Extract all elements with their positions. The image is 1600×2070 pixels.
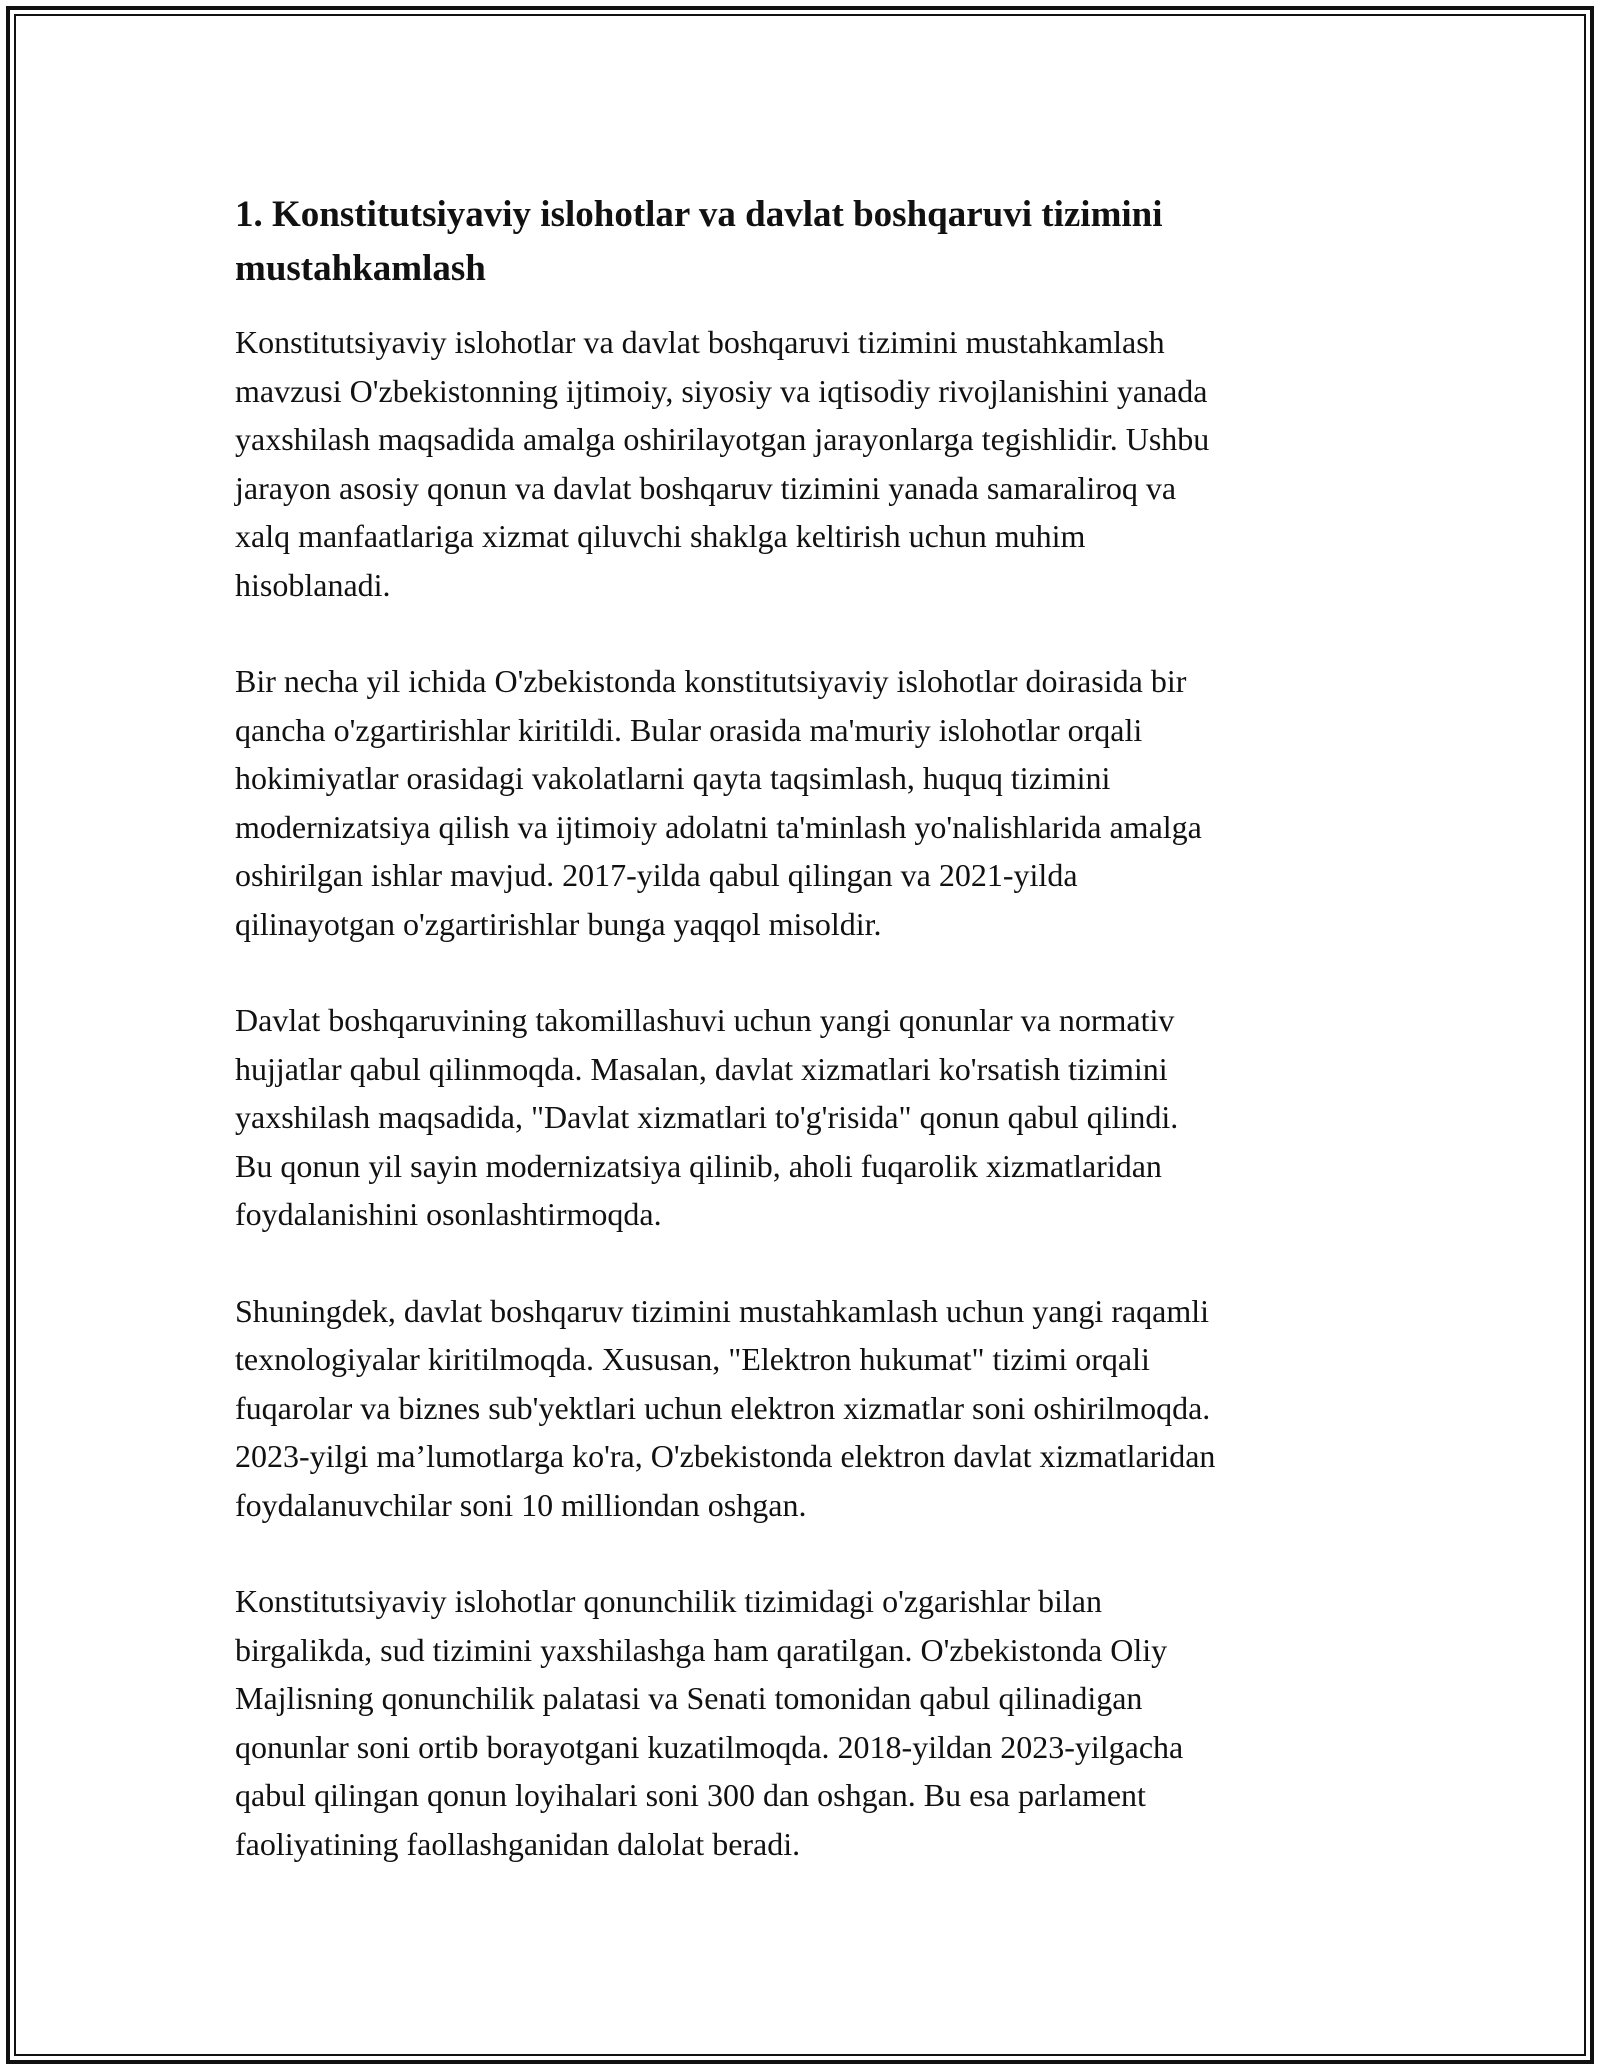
text-line: oshirilgan ishlar mavjud. 2017-yilda qabul qilingan va 2021-yilda <box>235 857 1078 893</box>
text-line: mavzusi O'zbekistonning ijtimoiy, siyosiy va iqtisodiy rivojlanishini yanada <box>235 372 1208 409</box>
section-title-line-2: mustahkamlash <box>235 248 486 289</box>
text-line: faoliyatining faollashganidan dalolat beradi. <box>235 1825 801 1862</box>
text-line: hokimiyatlar orasidagi vakolatlarni qayta taqsimlash, huquq tizimini <box>235 760 1111 796</box>
text-line: hisoblanadi. <box>235 566 391 603</box>
text-line: hujjatlar qabul qilinmoqda. Masalan, davlat xizmatlari ko'rsatish tizimini <box>235 1050 1168 1087</box>
text-line: yaxshilash maqsadida amalga oshirilayotgan jarayonlarga tegishlidir. Ushbu <box>235 421 1210 457</box>
text-line: fuqarolar va biznes sub'yektlari uchun elektron xizmatlar soni oshirilmoqda. <box>235 1389 1211 1426</box>
text-line: qabul qilingan qonun loyihalari soni 300 dan oshgan. Bu esa parlament <box>235 1777 1146 1813</box>
text-line: modernizatsiya qilish va ijtimoiy adolatni ta'minlash yo'nalishlarida amalga <box>235 808 1202 845</box>
text-line: Konstitutsiyaviy islohotlar va davlat boshqaruvi tizimini mustahkamlash <box>235 324 1165 360</box>
text-line: texnologiyalar kiritilmoqda. Xususan, "Elektron hukumat" tizimi orqali <box>235 1341 1150 1377</box>
paragraph-2 <box>235 657 1385 948</box>
text-line: qonunlar soni ortib borayotgani kuzatilmoqda. 2018-yildan 2023-yilgacha <box>235 1728 1184 1765</box>
document-body <box>235 188 1385 1916</box>
text-line: qilinayotgan o'zgartirishlar bunga yaqqol misoldir. <box>235 905 882 942</box>
paragraph-1 <box>235 318 1385 609</box>
text-line: foydalanishini osonlashtirmoqda. <box>235 1196 662 1232</box>
text-line: qancha o'zgartirishlar kiritildi. Bular orasida ma'muriy islohotlar orqali <box>235 711 1143 748</box>
paragraph-5 <box>235 1577 1385 1868</box>
text-line: Davlat boshqaruvining takomillashuvi uchun yangi qonunlar va normativ <box>235 1002 1175 1038</box>
section-title <box>235 188 1385 296</box>
section-title-line-1: 1. Konstitutsiyaviy islohotlar va davlat boshqaruvi tizimini <box>235 194 1163 235</box>
text-line: yaxshilash maqsadida, "Davlat xizmatlari to'g'risida" qonun qabul qilindi. <box>235 1099 1179 1135</box>
paragraph-3 <box>235 996 1385 1239</box>
text-line: Shuningdek, davlat boshqaruv tizimini mustahkamlash uchun yangi raqamli <box>235 1292 1210 1329</box>
text-line: Majlisning qonunchilik palatasi va Senati tomonidan qabul qilinadigan <box>235 1680 1143 1716</box>
text-line: Konstitutsiyaviy islohotlar qonunchilik tizimidagi o'zgarishlar bilan <box>235 1583 1102 1619</box>
text-line: jarayon asosiy qonun va davlat boshqaruv tizimini yanada samaraliroq va <box>235 469 1177 506</box>
text-line: xalq manfaatlariga xizmat qiluvchi shaklga keltirish uchun muhim <box>235 518 1086 554</box>
text-line: Bu qonun yil sayin modernizatsiya qilinib, aholi fuqarolik xizmatlaridan <box>235 1147 1162 1184</box>
text-line: foydalanuvchilar soni 10 milliondan oshgan. <box>235 1486 807 1523</box>
text-line: birgalikda, sud tizimini yaxshilashga ham qaratilgan. O'zbekistonda Oliy <box>235 1631 1168 1668</box>
text-line: 2023-yilgi ma’lumotlarga ko'ra, O'zbekistonda elektron davlat xizmatlaridan <box>235 1438 1216 1474</box>
paragraph-4 <box>235 1287 1385 1530</box>
text-line: Bir necha yil ichida O'zbekistonda konstitutsiyaviy islohotlar doirasida bir <box>235 663 1187 699</box>
